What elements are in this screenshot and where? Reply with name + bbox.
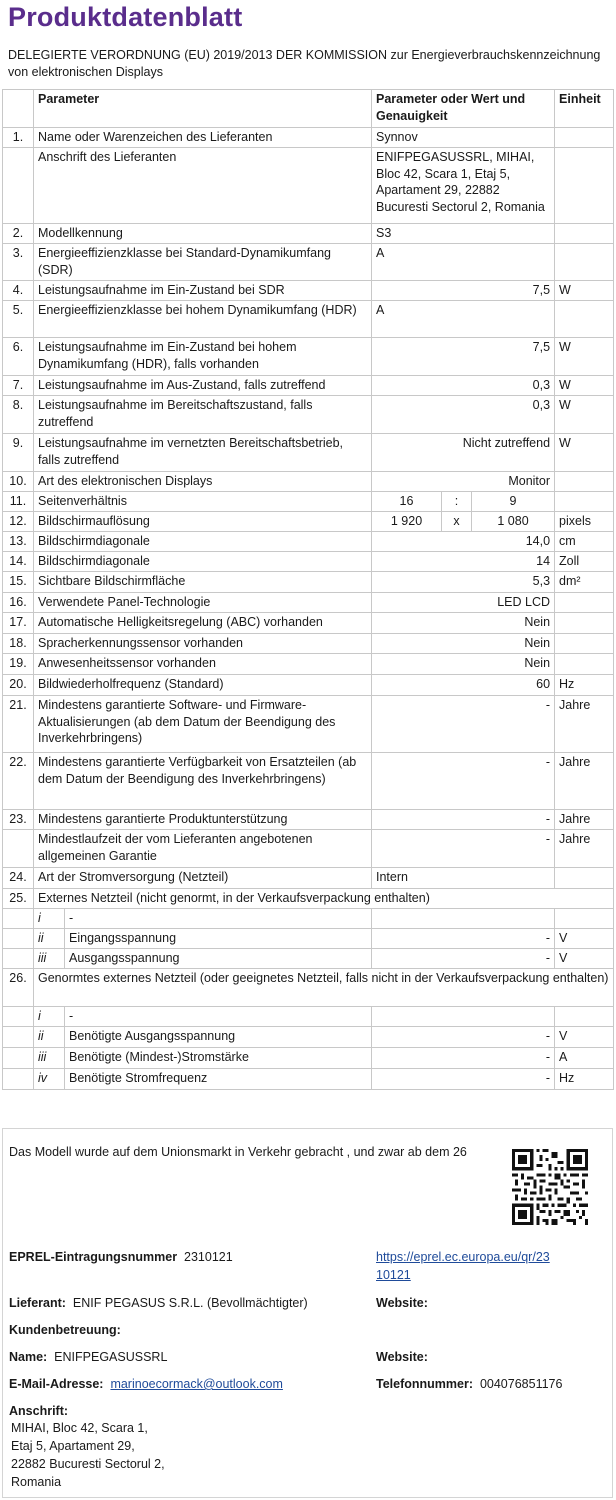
table-row: 22. Mindestens garantierte Verfügbarkeit von Ersatzteilen (ab dem Datum der Beendigung des Inverkehrbringens) - Jahre xyxy=(3,753,614,810)
table-row: iii Benötigte (Mindest-)Stromstärke - A xyxy=(3,1048,614,1069)
email-link[interactable]: marinoecormack@outlook.com xyxy=(110,1377,283,1391)
table-row: 26. Genormtes externes Netzteil (oder geeignetes Netzteil, falls nicht in der Verkaufsverpackung enthalten) xyxy=(3,969,614,1007)
supplier-value: ENIF PEGASUS S.R.L. (Bevollmächtigter) xyxy=(72,1296,308,1310)
table-row: 20. Bildwiederholfrequenz (Standard) 60 Hz xyxy=(3,675,614,696)
address-line: Etaj 5, Apartament 29, xyxy=(11,1439,135,1453)
table-row: 1. Name oder Warenzeichen des Lieferanten Synnov xyxy=(3,128,614,148)
table-row: 9. Leistungsaufnahme im vernetzten Bereitschaftsbetrieb, falls zutreffend Nicht zutreffend W xyxy=(3,434,614,472)
eprel-link[interactable]: https://eprel.ec.europa.eu/qr/23 xyxy=(376,1250,550,1264)
header-parameter: Parameter xyxy=(34,90,372,128)
table-row: 13. Bildschirmdiagonale 14,0 cm xyxy=(3,532,614,552)
name-value: ENIFPEGASUSSRL xyxy=(54,1350,168,1364)
table-row: 16. Verwendete Panel-Technologie LED LCD xyxy=(3,593,614,613)
website-label: Website: xyxy=(376,1296,428,1310)
table-row: 5. Energieeffizienzklasse bei hohem Dynamikumfang (HDR) A xyxy=(3,301,614,338)
regulation-subtitle: DELEGIERTE VERORDNUNG (EU) 2019/2013 DER KOMMISSION zur Energieverbrauchskennzeichnung von elektronischen Displays xyxy=(8,48,601,79)
table-row: 8. Leistungsaufnahme im Bereitschaftszustand, falls zutreffend 0,3 W xyxy=(3,396,614,434)
table-row: 7. Leistungsaufnahme im Aus-Zustand, falls zutreffend 0,3 W xyxy=(3,376,614,396)
qr-code-icon[interactable] xyxy=(512,1149,588,1225)
table-row: 2. Modellkennung S3 xyxy=(3,224,614,244)
table-row: Anschrift des Lieferanten ENIFPEGASUSSRL, MIHAI, Bloc 42, Scara 1, Etaj 5, Apartament 29, 22882 Bucuresti Sectorul 2, Romania xyxy=(3,148,614,224)
table-header xyxy=(3,90,614,128)
address-line: Romania xyxy=(11,1475,62,1489)
header-unit: Einheit xyxy=(555,90,614,128)
table-row: 18. Spracherkennungssensor vorhanden Nein xyxy=(3,634,614,654)
table-row: iii Ausgangsspannung - V xyxy=(3,949,614,969)
table-row: 19. Anwesenheitssensor vorhanden Nein xyxy=(3,654,614,675)
table-row: 23. Mindestens garantierte Produktunterstützung - Jahre xyxy=(3,810,614,830)
table-row: 24. Art der Stromversorgung (Netzteil) Intern xyxy=(3,868,614,889)
phone-label: Telefonnummer: xyxy=(376,1377,473,1391)
table-row: iv Benötigte Stromfrequenz - Hz xyxy=(3,1069,614,1090)
table-row: 4. Leistungsaufnahme im Ein-Zustand bei SDR 7,5 W xyxy=(3,281,614,301)
name-label: Name: xyxy=(9,1350,48,1364)
eprel-label: EPREL-Eintragungsnummer xyxy=(9,1250,178,1264)
spec-table xyxy=(2,89,614,1090)
eprel-link-continued[interactable]: 10121 xyxy=(376,1268,411,1282)
table-row: 17. Automatische Helligkeitsregelung (ABC) vorhanden Nein xyxy=(3,613,614,634)
table-row: i - xyxy=(3,1007,614,1027)
table-row: 6. Leistungsaufnahme im Ein-Zustand bei hohem Dynamikumfang (HDR), falls vorhanden 7,5 W xyxy=(3,338,614,376)
table-row: 21. Mindestens garantierte Software- und Firmware-Aktualisierungen (ab dem Datum der Beendigung des Inverkehrbringens) - Jahre xyxy=(3,696,614,753)
eprel-number: 2310121 xyxy=(184,1250,233,1264)
table-row: 14. Bildschirmdiagonale 14 Zoll xyxy=(3,552,614,572)
table-row: 15. Sichtbare Bildschirmfläche 5,3 dm² xyxy=(3,572,614,593)
supplier-label: Lieferant: xyxy=(9,1296,66,1310)
header-value: Parameter oder Wert und Genauigkeit xyxy=(372,90,555,128)
page-title: Produktdatenblatt xyxy=(8,2,243,32)
email-label: E-Mail-Adresse: xyxy=(9,1377,104,1391)
table-row: 3. Energieeffizienzklasse bei Standard-Dynamikumfang (SDR) A xyxy=(3,244,614,281)
address-label: Anschrift: xyxy=(9,1404,69,1418)
table-row: i - xyxy=(3,909,614,929)
table-row: 25. Externes Netzteil (nicht genormt, in der Verkaufsverpackung enthalten) xyxy=(3,889,614,909)
address-line: 22882 Bucuresti Sectorul 2, xyxy=(11,1457,165,1471)
table-row: 10. Art des elektronischen Displays Monitor xyxy=(3,472,614,492)
customer-service-label: Kundenbetreuung: xyxy=(9,1323,121,1337)
market-placement-text: Das Modell wurde auf dem Unionsmarkt in Verkehr gebracht , und zwar ab dem 26 xyxy=(9,1145,467,1159)
address-line: MIHAI, Bloc 42, Scara 1, xyxy=(11,1421,148,1435)
table-row: ii Benötigte Ausgangsspannung - V xyxy=(3,1027,614,1048)
table-row: ii Eingangsspannung - V xyxy=(3,929,614,949)
website-label-2: Website: xyxy=(376,1350,428,1364)
table-row: 11. Seitenverhältnis 16 : 9 xyxy=(3,492,614,512)
phone-value: 004076851176 xyxy=(479,1377,563,1391)
table-row: 12. Bildschirmauflösung 1 920 x 1 080 pixels xyxy=(3,512,614,532)
table-row: Mindestlaufzeit der vom Lieferanten angebotenen allgemeinen Garantie - Jahre xyxy=(3,830,614,868)
